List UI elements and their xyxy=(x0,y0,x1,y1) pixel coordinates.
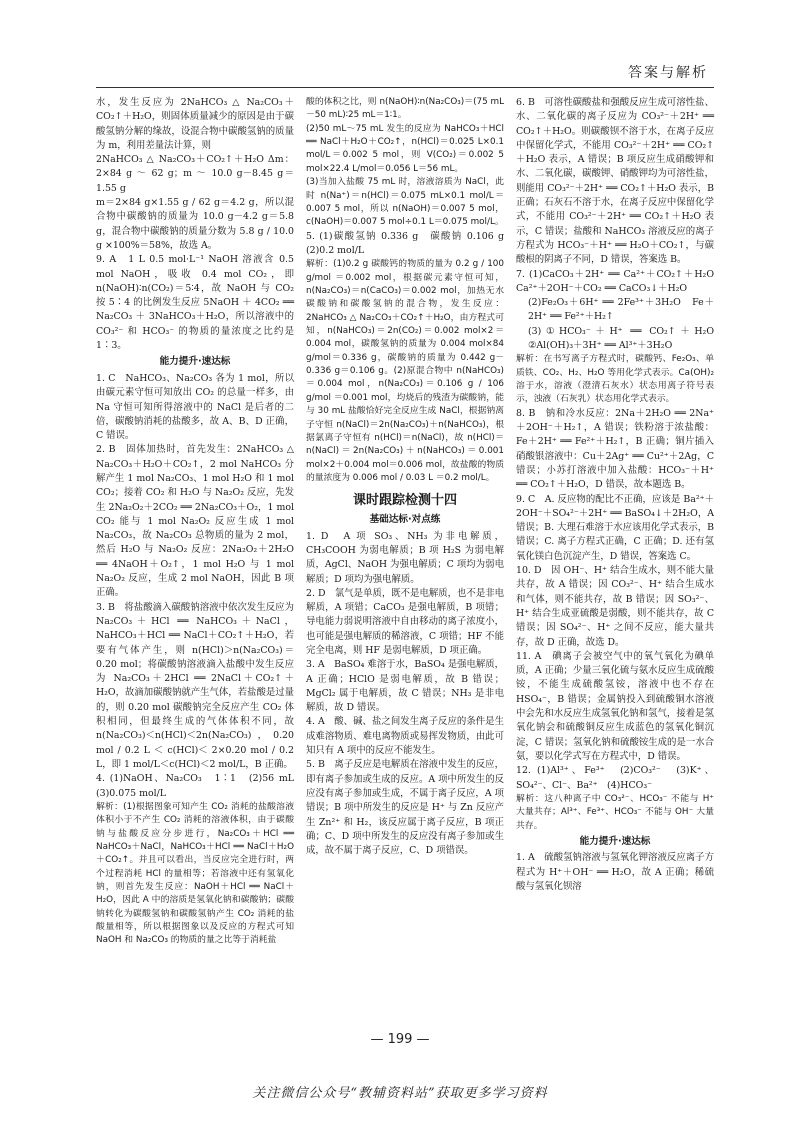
analysis-paragraph: 解析：在书写离子方程式时，碳酸钙、Fe₂O₃、单质铁、CO₂、H₂、H₂O 等用化学式表示。Ca(OH)₂ 溶于水，溶液（澄清石灰水）状态用离子符号表示，浊液（石灰乳）状态用化学式表示。 xyxy=(516,354,714,405)
answer-paragraph: 1. D A 项 SO₃、NH₃ 为非电解质，CH₃COOH 为弱电解质；B 项 H₂S 为弱电解质，AgCl、NaOH 为强电解质；C 项均为弱电解质；D 项均为强电解质。 xyxy=(306,530,504,585)
section-heading: 能力提升·速达标 xyxy=(579,835,651,847)
answer-paragraph: (3)①HCO₃⁻＋H⁺ ══ CO₂↑＋H₂O ②Al(OH)₃＋3H⁺ ══ Al³⁺＋3H₂O xyxy=(528,325,724,352)
answer-paragraph: 3. A BaSO₄ 难溶于水，BaSO₄ 是强电解质，A 正确；HClO 是弱电解质，故 B 错误；MgCl₂ 属于电解质，故 C 错误；NH₃ 是非电解质，故 D 错误。 xyxy=(306,659,504,714)
answer-paragraph: 10. D 因 OH⁻、H⁺ 结合生成水，则不能大量共存，故 A 错误；因 CO₃²⁻、H⁺ 结合生成水和气体，则不能共存，故 B 错误；因 SO₃²⁻、H⁺ 结合生成亚硫酸是弱酸，则不能共存，故 C 错误；因 SO₄²⁻、H⁺ 之间不反应，能大量共存，故 D 正确，故选 D。 xyxy=(516,565,714,648)
answer-paragraph: 9. A 1 L 0.5 mol·L⁻¹ NaOH 溶液含 0.5 mol NaOH，吸收 0.4 mol CO₂，即 n(NaOH)∶n(CO₂)＝5∶4，故 NaOH 与 CO₂ 按 5∶4 的比例发生反应 5NaOH ＋ 4CO₂ ══ Na₂CO₃ ＋ 3NaHCO₃＋H₂O，所以溶液中的 CO₃²⁻ 和 HCO₃⁻ 的物质的量浓度之比约是 1∶3。 xyxy=(96,254,294,352)
footer-note: 关注微信公众号“教辅资料站”获取更多学习资料 xyxy=(252,1086,548,1101)
analysis-paragraph: (2)50 mL～75 mL 发生的反应为 NaHCO₃＋HCl ══ NaCl＋H₂O＋CO₂↑，n(HCl)＝0.025 L×0.1 mol/L＝0.002 5 mol，则 V(CO₂)＝0.002 5 mol×22.4 L/mol＝0.056 L＝56 mL。 xyxy=(306,123,504,174)
page-number: — 199 — xyxy=(370,1032,430,1047)
page-header xyxy=(96,52,714,88)
section-heading: 能力提升·速达标 xyxy=(159,356,231,368)
answer-paragraph: 2NaHCO₃ △ Na₂CO₃＋CO₂↑＋H₂O Δm：2×84 g ～ 62 g；m ～ 10.0 g－8.45 g＝1.55 g xyxy=(96,154,294,194)
section-heading: 基础达标·对点练 xyxy=(369,514,441,526)
answer-paragraph: 11. A 碘离子会被空气中的氧气氧化为碘单质，A 正确；少量三氧化硫与氨水反应生成硫酸铵，不能生成硫酸氢铵，溶液中也不存在 HSO₄⁻，B 错误；金属钠投入到硫酸铜水溶液中会先和水反应生成氢氧化钠和氢气，接着是氢氧化钠会和硫酸铜反应生成蓝色的氢氧化铜沉淀，C 错误；氢氧化钠和硫酸铵生成的是一水合氨，要以化学式写在方程式中，D 错误。 xyxy=(516,650,714,762)
answer-paragraph: 4. A 酸、碱、盐之间发生离子反应的条件是生成难溶物质、难电离物质或易挥发物质，由此可知只有 A 项中的反应不能发生。 xyxy=(306,716,504,757)
answer-paragraph: 12. (1)Al³⁺、Fe³⁺ (2)CO₃²⁻ (3)K⁺、SO₄²⁻、Cl⁻、Ba²⁺ (4)HCO₃⁻ xyxy=(516,765,714,791)
header-title: 答案与解析 xyxy=(628,65,708,81)
analysis-paragraph: 解析：(1)0.2 g 碳酸钙的物质的量为 0.2 g / 100 g/mol ＝0.002 mol，根据碳元素守恒可知，n(Na₂CO₃)＝n(CaCO₃)＝0.002 mol，加热无水碳酸钠和碳酸氢钠的混合物，发生反应：2NaHCO₃ △ Na₂CO₃＋CO₂↑＋H₂O，由方程式可知，n(NaHCO₃)＝2n(CO₂)＝0.002 mol×2＝0.004 mol，碳酸氢钠的质量为 0.004 mol×84 g/mol＝0.336 g，碳酸钠的质量为 0.442 g－0.336 g＝0.106 g。(2)原混合物中 n(NaHCO₃)＝0.004 mol，n(Na₂CO₃)＝0.106 g / 106 g/mol ＝0.001 mol，均烧后的残渣为碳酸钠，能与 30 mL 盐酸恰好完全反应生成 NaCl，根据钠离子守恒 n(NaCl)＝2n(Na₂CO₃)＋n(NaHCO₃)，根据氯离子守恒有 n(HCl)＝n(NaCl)，故 n(HCl)＝n(NaCl)＝2n(Na₂CO₃)＋n(NaHCO₃)＝0.001 mol×2＋0.004 mol＝0.006 mol，故盐酸的物质的量浓度为 0.006 mol / 0.03 L ＝0.2 mol/L。 xyxy=(306,259,504,483)
answer-paragraph: 5. B 离子反应是电解质在溶液中发生的反应，即有离子参加或生成的反应。A 项中所发生的反应没有离子参加或生成，不属于离子反应，A 项错误；B 项中所发生的反应是 H⁺ 与 Zn 反应产生 Zn²⁺ 和 H₂，该反应属于离子反应，B 项正确；C、D 项中所发生的反应没有离子参加或生成，故不属于离子反应，C、D 项错误。 xyxy=(306,759,504,857)
analysis-paragraph: 解析：这八种离子中 CO₃²⁻、HCO₃⁻ 不能与 H⁺ 大量共存；Al³⁺、Fe³⁺、HCO₃⁻ 不能与 OH⁻ 大量共存。 xyxy=(516,793,714,831)
answer-paragraph: 水，发生反应为 2NaHCO₃ △ Na₂CO₃＋CO₂↑＋H₂O，则固体质量减少的原因是由于碳酸氢钠分解的缘故，设混合物中碳酸氢钠的质量为 m，利用差量法计算，则 xyxy=(96,97,294,151)
column-left xyxy=(96,96,304,948)
answer-paragraph: 9. C A. 反应物的配比不正确，应该是 Ba²⁺＋2OH⁻＋SO₄²⁻＋2H⁺ ══ BaSO₄↓＋2H₂O，A 错误；B. 大理石难溶于水应该用化学式表示，B 错误；C. 离子方程式正确，C 正确；D. 还有氢氧化镁白色沉淀产生，D 错误，答案选 C。 xyxy=(516,493,714,562)
answer-paragraph: 8. B 钠和冷水反应：2Na＋2H₂O ══ 2Na⁺＋2OH⁻＋H₂↑，A 错误；铁粉溶于浓盐酸：Fe＋2H⁺ ══ Fe²⁺＋H₂↑，B 正确；铜片插入硝酸银溶液中：Cu＋2Ag⁺ ══ Cu²⁺＋2Ag，C 错误；小苏打溶液中加入盐酸：HCO₃⁻＋H⁺ ══ CO₂↑＋H₂O，D 错误，故本题选 B。 xyxy=(516,407,714,491)
column-right xyxy=(516,96,724,894)
answer-paragraph: 1. C NaHCO₃、Na₂CO₃ 各为 1 mol，所以由碳元素守恒可知放出 CO₂ 的总量一样多，由 Na 守恒可知所得溶液中的 NaCl 是后者的二倍，碳酸钠消耗的盐酸多，故 A、B、D 正确，C 错误。 xyxy=(96,372,294,442)
analysis-paragraph: 酸的体积之比，则 n(NaOH)∶n(Na₂CO₃)＝(75 mL－50 mL)∶25 mL＝1∶1。 xyxy=(306,97,504,121)
answer-paragraph: 5. (1)碳酸氢钠 0.336 g 碳酸钠 0.106 g (2)0.2 mol/L xyxy=(306,230,514,256)
answer-paragraph: 1. A 硫酸氢钠溶液与氢氧化钾溶液反应离子方程式为 H⁺＋OH⁻ ══ H₂O，故 A 正确；稀硫酸与氢氧化钡溶 xyxy=(516,852,714,893)
lesson-title: 课时跟踪检测十四 xyxy=(352,493,457,509)
analysis-paragraph: 解析：(1)根据图象可知产生 CO₂ 消耗的盐酸溶液体积小于不产生 CO₂ 消耗的溶液体积，由于碳酸钠与盐酸反应分步进行，Na₂CO₃＋HCl ══ NaHCO₃＋NaCl，NaHCO₃＋HCl ══ NaCl＋H₂O＋CO₂↑。并且可以看出，当反应完全进行时，两个过程消耗 HCl 的量相等；若溶液中还有氢氧化钠，则首先发生反应：NaOH＋HCl ══ NaCl＋H₂O，因此 A 中的溶质是氢氧化钠和碳酸钠；碳酸钠转化为碳酸氢钠和碳酸氢钠产生 CO₂ 消耗的盐酸量相等，所以根据图象以及反应的方程式可知 NaOH 和 Na₂CO₃ 的物质的量之比等于消耗盐 xyxy=(96,801,294,946)
answer-paragraph: 4. (1)NaOH、Na₂CO₃ 1∶1 (2)56 mL (3)0.075 mol/L xyxy=(96,773,304,799)
column-middle xyxy=(306,96,514,858)
answer-paragraph: 2. B 固体加热时，首先发生：2NaHCO₃ △ Na₂CO₃＋H₂O＋CO₂↑，2 mol NaHCO₃ 分解产生 1 mol Na₂CO₃、1 mol H₂O 和 1 mol CO₂；接着 CO₂ 和 H₂O 与 Na₂O₂ 反应，先发生 2Na₂O₂＋2CO₂ ══ 2Na₂CO₃＋O₂，1 mol CO₂ 能与 1 mol Na₂O₂ 反应生成 1 mol Na₂CO₃，故 Na₂CO₃ 总物质的量为 2 mol，然后 H₂O 与 Na₂O₂ 反应：2Na₂O₂＋2H₂O ══ 4NaOH＋O₂↑，1 mol H₂O 与 1 mol Na₂O₂ 反应，生成 2 mol NaOH，因此 B 项正确。 xyxy=(96,444,294,599)
answer-paragraph: 3. B 将盐酸滴入碳酸钠溶液中依次发生反应为 Na₂CO₃＋HCl ══ NaHCO₃＋NaCl，NaHCO₃＋HCl ══ NaCl＋CO₂↑＋H₂O，若要有气体产生，则 n(HCl)＞n(Na₂CO₃)＝0.20 mol；将碳酸钠溶液滴入盐酸中发生反应为 Na₂CO₃＋2HCl ══ 2NaCl＋CO₂↑＋H₂O，故滴加碳酸钠就产生气体，若盐酸是过量的，则 0.20 mol 碳酸钠完全反应产生 CO₂ 体积相同，但最终生成的气体体积不同，故 n(Na₂CO₃)＜n(HCl)＜2n(Na₂CO₃)，0.20 mol / 0.2 L ＜ c(HCl)＜ 2×0.20 mol / 0.2 L，即 1 mol/L＜c(HCl)＜2 mol/L，B 正确。 xyxy=(96,601,294,770)
answer-paragraph: 2. D 氯气是单质，既不是电解质，也不是非电解质，A 项错；CaCO₃ 是强电解质，B 项错；导电能力弱说明溶液中自由移动的离子浓度小，也可能是强电解质的稀溶液，C 项错；HF 不能完全电离，则 HF 是弱电解质，D 项正确。 xyxy=(306,587,504,656)
answer-paragraph: m＝2×84 g×1.55 g / 62 g＝4.2 g，所以混合物中碳酸钠的质量为 10.0 g－4.2 g＝5.8 g，混合物中碳酸钠的质量分数为 5.8 g / 10.0 g ×100%＝58%，故选 A。 xyxy=(96,197,294,251)
answer-paragraph: 6. B 可溶性碳酸盐和强酸反应生成可溶性盐、水、二氧化碳的离子反应为 CO₃²⁻＋2H⁺ ══ CO₂↑＋H₂O。则碳酸钡不溶于水，在离子反应中保留化学式，不能用 CO₃²⁻＋2H⁺ ══ CO₂↑＋H₂O 表示，A 错误；B 项反应生成硝酸钾和水、二氧化碳，碳酸钾、硝酸钾均为可溶性盐，则能用 CO₃²⁻＋2H⁺ ══ CO₂↑＋H₂O 表示，B 正确；石灰石不溶于水，在离子反应中保留化学式，不能用 CO₃²⁻＋2H⁺ ══ CO₂↑＋H₂O 表示，C 错误；盐酸和 NaHCO₃ 溶液反应的离子方程式为 HCO₃⁻＋H⁺ ══ H₂O＋CO₂↑，与碳酸根的阴离子不同，D 错误，答案选 B。 xyxy=(516,97,714,266)
answer-paragraph: (2)Fe₂O₃＋6H⁺ ══ 2Fe³⁺＋3H₂O Fe＋2H⁺ ══ Fe²⁺＋H₂↑ xyxy=(528,297,714,323)
answer-columns xyxy=(96,92,724,1030)
answer-paragraph: 7. (1)CaCO₃＋2H⁺ ══ Ca²⁺＋CO₂↑＋H₂O Ca²⁺＋2OH⁻＋CO₂ ══ CaCO₃↓＋H₂O xyxy=(516,268,724,294)
analysis-paragraph: (3)当加入盐酸 75 mL 时，溶液溶质为 NaCl，此时 n(Na⁺)＝n(HCl)＝0.075 mL×0.1 mol/L＝0.007 5 mol，所以 n(NaOH)＝0.007 5 mol，c(NaOH)＝0.007 5 mol÷0.1 L＝0.075 mol/L。 xyxy=(306,177,504,228)
